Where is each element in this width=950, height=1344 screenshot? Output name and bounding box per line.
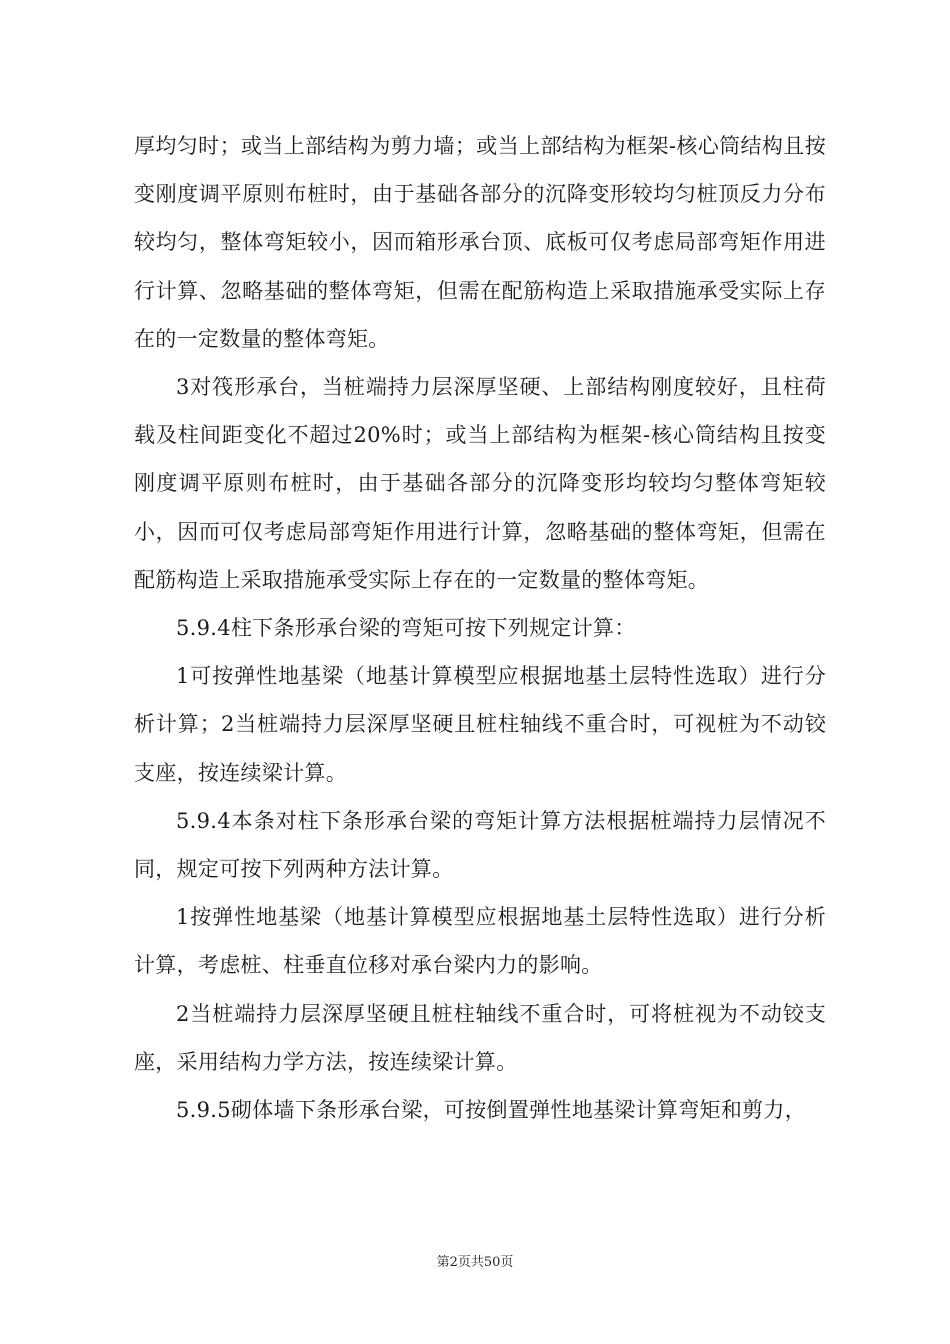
body-text <box>134 122 826 1134</box>
commentary-item-1: 1按弹性地基梁（地基计算模型应根据地基土层特性选取）进行分析计算，考虑桩、柱垂直位移对承台梁内力的影响。 <box>134 905 826 978</box>
clause-5-9-4-items: 1可按弹性地基梁（地基计算模型应根据地基土层特性选取）进行分析计算；2当桩端持力层深厚坚硬且桩柱轴线不重合时，可视桩为不动铰支座，按连续梁计算。 <box>134 664 826 785</box>
clause-5-9-5: 5.9.5砌体墙下条形承台梁，可按倒置弹性地基梁计算弯矩和剪力， <box>176 1098 807 1123</box>
clause-5-9-4-heading: 5.9.4柱下条形承台梁的弯矩可按下列规定计算： <box>176 616 636 641</box>
paragraph-continuation: 厚均匀时；或当上部结构为剪力墙；或当上部结构为框架-核心筒结构且按变刚度调平原则布桩时，由于基础各部分的沉降变形较均匀桩顶反力分布较均匀，整体弯矩较小，因而箱形承台顶、底板可仅考虑局部弯矩作用进行计算、忽略基础的整体弯矩，但需在配筋构造上采取措施承受实际上存在的一定数量的整体弯矩。 <box>134 134 826 351</box>
paragraph-raft-cap: 3对筏形承台，当桩端持力层深厚坚硬、上部结构刚度较好，且柱荷载及柱间距变化不超过20%时；或当上部结构为框架-核心筒结构且按变刚度调平原则布桩时，由于基础各部分的沉降变形均较均匀整体弯矩较小，因而可仅考虑局部弯矩作用进行计算，忽略基础的整体弯矩，但需在配筋构造上采取措施承受实际上存在的一定数量的整体弯矩。 <box>134 375 826 592</box>
commentary-5-9-4: 5.9.4本条对柱下条形承台梁的弯矩计算方法根据桩端持力层情况不同，规定可按下列两种方法计算。 <box>134 808 826 882</box>
page-number: 第2页共50页 <box>436 1255 514 1270</box>
commentary-item-2: 2当桩端持力层深厚坚硬且桩柱轴线不重合时，可将桩视为不动铰支座，采用结构力学方法，按连续梁计算。 <box>134 1001 826 1074</box>
